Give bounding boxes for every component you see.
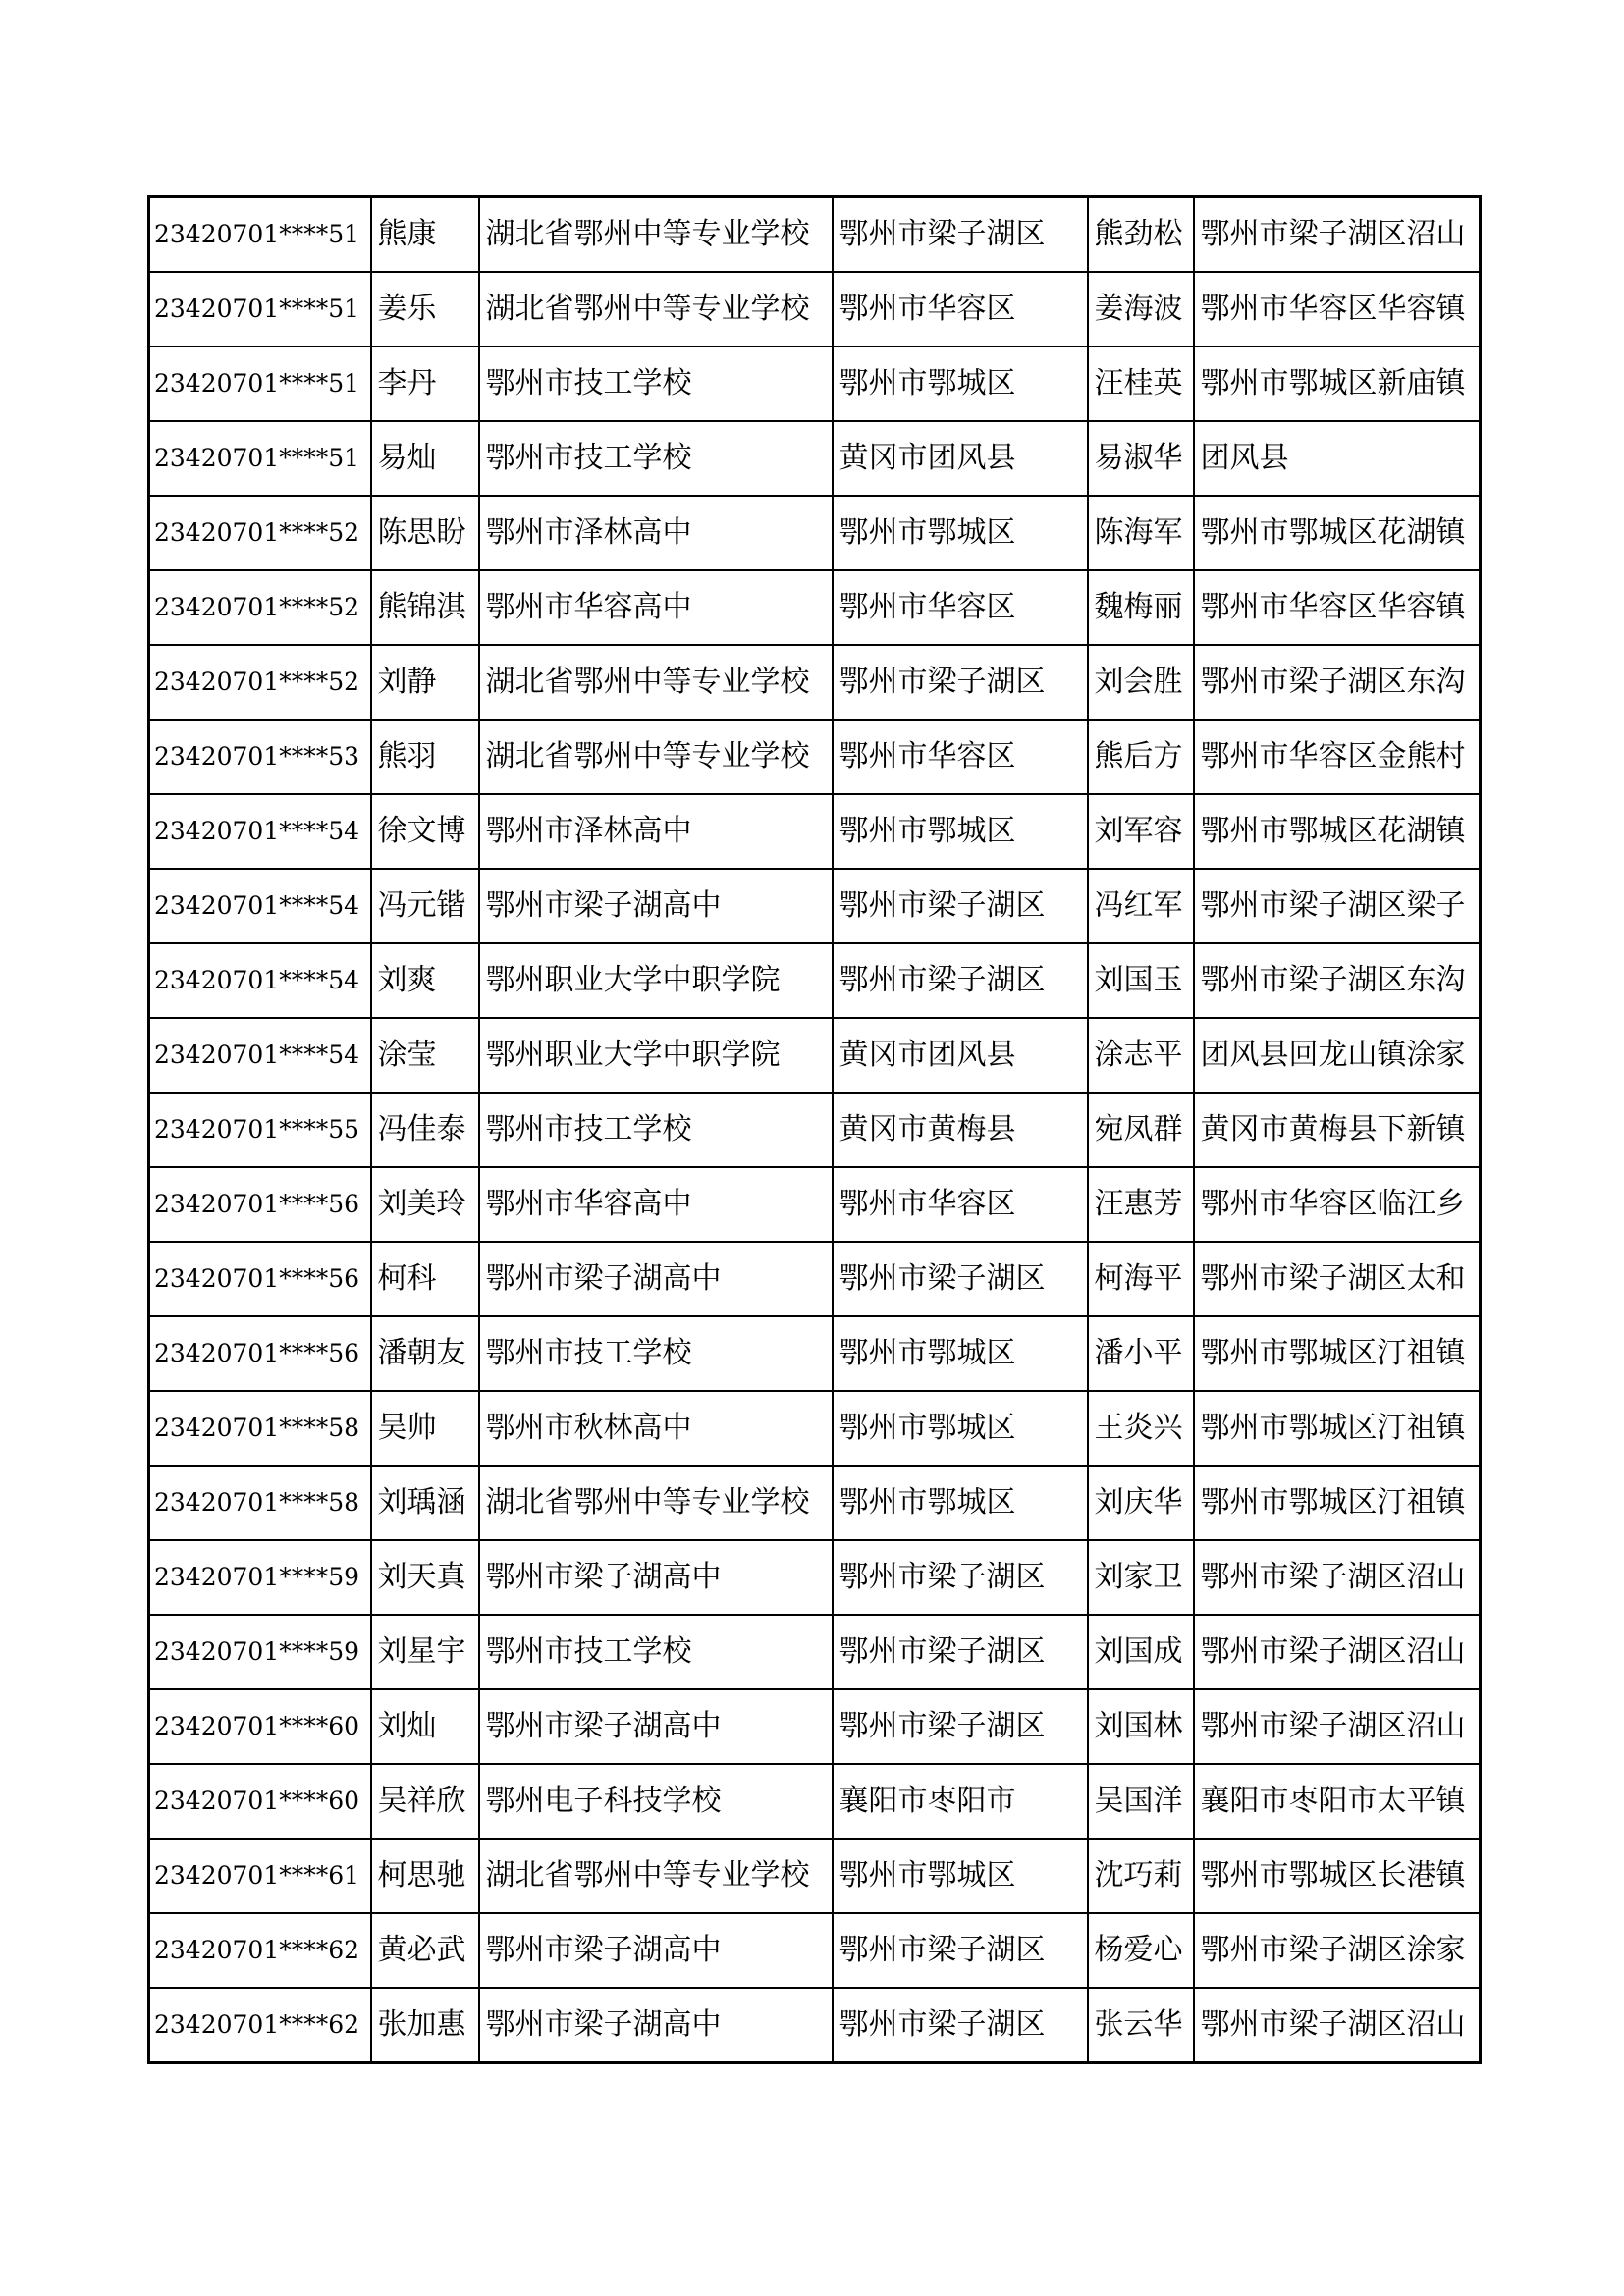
student-name-cell: 涂莹: [371, 1018, 479, 1093]
region-cell: 鄂州市华容区: [833, 720, 1088, 794]
region-cell: 鄂州市鄂城区: [833, 1839, 1088, 1913]
table-row: [149, 1242, 1481, 1316]
student-name-cell: 徐文博: [371, 794, 479, 869]
table-row: [149, 1988, 1481, 2063]
address-cell: 鄂州市鄂城区长港镇: [1194, 1839, 1481, 1913]
school-cell: 鄂州市技工学校: [479, 1316, 833, 1391]
school-cell: 鄂州市技工学校: [479, 347, 833, 421]
guardian-name-cell: 杨爱心: [1088, 1913, 1194, 1988]
table-row: [149, 1391, 1481, 1466]
guardian-name-cell: 柯海平: [1088, 1242, 1194, 1316]
region-cell: 鄂州市梁子湖区: [833, 1913, 1088, 1988]
student-name-cell: 黄必武: [371, 1913, 479, 1988]
school-cell: 鄂州市技工学校: [479, 1615, 833, 1689]
school-cell: 鄂州市泽林高中: [479, 496, 833, 570]
guardian-name-cell: 熊后方: [1088, 720, 1194, 794]
student-name-cell: 陈思盼: [371, 496, 479, 570]
region-cell: 鄂州市梁子湖区: [833, 1689, 1088, 1764]
school-cell: 鄂州市梁子湖高中: [479, 1689, 833, 1764]
guardian-name-cell: 潘小平: [1088, 1316, 1194, 1391]
guardian-name-cell: 王炎兴: [1088, 1391, 1194, 1466]
guardian-name-cell: 刘国成: [1088, 1615, 1194, 1689]
address-cell: 鄂州市鄂城区花湖镇: [1194, 496, 1481, 570]
guardian-name-cell: 刘家卫: [1088, 1540, 1194, 1615]
school-cell: 鄂州市技工学校: [479, 421, 833, 496]
address-cell: 鄂州市鄂城区新庙镇: [1194, 347, 1481, 421]
guardian-name-cell: 刘国玉: [1088, 943, 1194, 1018]
student-id-cell: 23420701****58: [149, 1391, 371, 1466]
region-cell: 鄂州市鄂城区: [833, 1466, 1088, 1540]
student-id-cell: 23420701****56: [149, 1242, 371, 1316]
student-name-cell: 潘朝友: [371, 1316, 479, 1391]
guardian-name-cell: 汪惠芳: [1088, 1167, 1194, 1242]
student-id-cell: 23420701****59: [149, 1615, 371, 1689]
guardian-name-cell: 陈海军: [1088, 496, 1194, 570]
student-id-cell: 23420701****53: [149, 720, 371, 794]
table-row: [149, 1913, 1481, 1988]
region-cell: 鄂州市鄂城区: [833, 347, 1088, 421]
student-id-cell: 23420701****52: [149, 496, 371, 570]
region-cell: 鄂州市鄂城区: [833, 1316, 1088, 1391]
student-name-cell: 刘美玲: [371, 1167, 479, 1242]
address-cell: 鄂州市梁子湖区梁子: [1194, 869, 1481, 943]
student-name-cell: 李丹: [371, 347, 479, 421]
student-id-cell: 23420701****62: [149, 1988, 371, 2063]
table-row: [149, 1764, 1481, 1839]
student-name-cell: 冯元锴: [371, 869, 479, 943]
table-row: [149, 496, 1481, 570]
school-cell: 鄂州市华容高中: [479, 1167, 833, 1242]
region-cell: 鄂州市梁子湖区: [833, 943, 1088, 1018]
table-row: [149, 421, 1481, 496]
table-row: [149, 943, 1481, 1018]
student-roster-table: [147, 195, 1482, 2064]
student-name-cell: 冯佳泰: [371, 1093, 479, 1167]
student-id-cell: 23420701****51: [149, 272, 371, 347]
student-name-cell: 熊羽: [371, 720, 479, 794]
student-id-cell: 23420701****56: [149, 1167, 371, 1242]
school-cell: 鄂州职业大学中职学院: [479, 1018, 833, 1093]
school-cell: 鄂州市秋林高中: [479, 1391, 833, 1466]
address-cell: 鄂州市梁子湖区沼山: [1194, 1615, 1481, 1689]
region-cell: 黄冈市团风县: [833, 1018, 1088, 1093]
student-name-cell: 吴帅: [371, 1391, 479, 1466]
region-cell: 鄂州市梁子湖区: [833, 645, 1088, 720]
address-cell: 鄂州市梁子湖区涂家: [1194, 1913, 1481, 1988]
student-id-cell: 23420701****60: [149, 1764, 371, 1839]
address-cell: 鄂州市鄂城区花湖镇: [1194, 794, 1481, 869]
address-cell: 鄂州市鄂城区汀祖镇: [1194, 1466, 1481, 1540]
school-cell: 鄂州市技工学校: [479, 1093, 833, 1167]
school-cell: 鄂州市梁子湖高中: [479, 869, 833, 943]
region-cell: 鄂州市梁子湖区: [833, 1615, 1088, 1689]
student-id-cell: 23420701****51: [149, 347, 371, 421]
table-row: [149, 1018, 1481, 1093]
student-name-cell: 刘爽: [371, 943, 479, 1018]
student-id-cell: 23420701****60: [149, 1689, 371, 1764]
address-cell: 鄂州市梁子湖区沼山: [1194, 1689, 1481, 1764]
guardian-name-cell: 汪桂英: [1088, 347, 1194, 421]
address-cell: 鄂州市华容区华容镇: [1194, 570, 1481, 645]
region-cell: 鄂州市梁子湖区: [833, 197, 1088, 273]
guardian-name-cell: 魏梅丽: [1088, 570, 1194, 645]
region-cell: 黄冈市团风县: [833, 421, 1088, 496]
student-name-cell: 熊锦淇: [371, 570, 479, 645]
table-row: [149, 570, 1481, 645]
school-cell: 湖北省鄂州中等专业学校: [479, 1839, 833, 1913]
school-cell: 鄂州市梁子湖高中: [479, 1242, 833, 1316]
student-id-cell: 23420701****62: [149, 1913, 371, 1988]
address-cell: 鄂州市华容区临江乡: [1194, 1167, 1481, 1242]
school-cell: 鄂州市泽林高中: [479, 794, 833, 869]
region-cell: 鄂州市鄂城区: [833, 496, 1088, 570]
student-id-cell: 23420701****55: [149, 1093, 371, 1167]
guardian-name-cell: 宛凤群: [1088, 1093, 1194, 1167]
address-cell: 团风县回龙山镇涂家: [1194, 1018, 1481, 1093]
table-row: [149, 1316, 1481, 1391]
region-cell: 鄂州市梁子湖区: [833, 1988, 1088, 2063]
student-name-cell: 刘天真: [371, 1540, 479, 1615]
table-row: [149, 794, 1481, 869]
school-cell: 鄂州市华容高中: [479, 570, 833, 645]
region-cell: 鄂州市华容区: [833, 1167, 1088, 1242]
address-cell: 鄂州市梁子湖区东沟: [1194, 943, 1481, 1018]
student-name-cell: 易灿: [371, 421, 479, 496]
table-row: [149, 1540, 1481, 1615]
student-id-cell: 23420701****56: [149, 1316, 371, 1391]
school-cell: 湖北省鄂州中等专业学校: [479, 197, 833, 273]
address-cell: 鄂州市鄂城区汀祖镇: [1194, 1391, 1481, 1466]
school-cell: 湖北省鄂州中等专业学校: [479, 1466, 833, 1540]
school-cell: 鄂州市梁子湖高中: [479, 1913, 833, 1988]
guardian-name-cell: 冯红军: [1088, 869, 1194, 943]
student-id-cell: 23420701****59: [149, 1540, 371, 1615]
student-id-cell: 23420701****54: [149, 943, 371, 1018]
student-id-cell: 23420701****54: [149, 1018, 371, 1093]
region-cell: 襄阳市枣阳市: [833, 1764, 1088, 1839]
student-id-cell: 23420701****58: [149, 1466, 371, 1540]
roster-table-body: [149, 197, 1481, 2063]
student-name-cell: 姜乐: [371, 272, 479, 347]
student-id-cell: 23420701****51: [149, 421, 371, 496]
table-row: [149, 1839, 1481, 1913]
region-cell: 鄂州市梁子湖区: [833, 1540, 1088, 1615]
region-cell: 鄂州市华容区: [833, 570, 1088, 645]
student-name-cell: 熊康: [371, 197, 479, 273]
region-cell: 鄂州市鄂城区: [833, 1391, 1088, 1466]
region-cell: 黄冈市黄梅县: [833, 1093, 1088, 1167]
student-name-cell: 柯思驰: [371, 1839, 479, 1913]
address-cell: 鄂州市梁子湖区太和: [1194, 1242, 1481, 1316]
student-id-cell: 23420701****61: [149, 1839, 371, 1913]
region-cell: 鄂州市梁子湖区: [833, 869, 1088, 943]
school-cell: 鄂州市梁子湖高中: [479, 1540, 833, 1615]
address-cell: 鄂州市梁子湖区沼山: [1194, 1540, 1481, 1615]
guardian-name-cell: 沈巧莉: [1088, 1839, 1194, 1913]
guardian-name-cell: 吴国洋: [1088, 1764, 1194, 1839]
address-cell: 鄂州市梁子湖区东沟: [1194, 645, 1481, 720]
student-id-cell: 23420701****54: [149, 869, 371, 943]
table-row: [149, 869, 1481, 943]
student-id-cell: 23420701****51: [149, 197, 371, 273]
guardian-name-cell: 张云华: [1088, 1988, 1194, 2063]
address-cell: 鄂州市梁子湖区沼山: [1194, 197, 1481, 273]
school-cell: 鄂州电子科技学校: [479, 1764, 833, 1839]
student-name-cell: 刘瑀涵: [371, 1466, 479, 1540]
region-cell: 鄂州市鄂城区: [833, 794, 1088, 869]
school-cell: 鄂州职业大学中职学院: [479, 943, 833, 1018]
guardian-name-cell: 熊劲松: [1088, 197, 1194, 273]
student-name-cell: 吴祥欣: [371, 1764, 479, 1839]
address-cell: 团风县: [1194, 421, 1481, 496]
student-name-cell: 刘静: [371, 645, 479, 720]
table-row: [149, 1093, 1481, 1167]
address-cell: 黄冈市黄梅县下新镇: [1194, 1093, 1481, 1167]
student-name-cell: 刘灿: [371, 1689, 479, 1764]
student-id-cell: 23420701****54: [149, 794, 371, 869]
address-cell: 鄂州市华容区华容镇: [1194, 272, 1481, 347]
region-cell: 鄂州市华容区: [833, 272, 1088, 347]
guardian-name-cell: 刘庆华: [1088, 1466, 1194, 1540]
student-name-cell: 张加惠: [371, 1988, 479, 2063]
table-row: [149, 1615, 1481, 1689]
table-row: [149, 272, 1481, 347]
student-name-cell: 柯科: [371, 1242, 479, 1316]
school-cell: 湖北省鄂州中等专业学校: [479, 272, 833, 347]
region-cell: 鄂州市梁子湖区: [833, 1242, 1088, 1316]
guardian-name-cell: 刘会胜: [1088, 645, 1194, 720]
address-cell: 襄阳市枣阳市太平镇: [1194, 1764, 1481, 1839]
guardian-name-cell: 姜海波: [1088, 272, 1194, 347]
student-id-cell: 23420701****52: [149, 570, 371, 645]
guardian-name-cell: 刘军容: [1088, 794, 1194, 869]
school-cell: 鄂州市梁子湖高中: [479, 1988, 833, 2063]
guardian-name-cell: 刘国林: [1088, 1689, 1194, 1764]
table-row: [149, 1689, 1481, 1764]
table-row: [149, 645, 1481, 720]
address-cell: 鄂州市华容区金熊村: [1194, 720, 1481, 794]
guardian-name-cell: 涂志平: [1088, 1018, 1194, 1093]
table-row: [149, 197, 1481, 273]
student-name-cell: 刘星宇: [371, 1615, 479, 1689]
guardian-name-cell: 易淑华: [1088, 421, 1194, 496]
student-id-cell: 23420701****52: [149, 645, 371, 720]
address-cell: 鄂州市鄂城区汀祖镇: [1194, 1316, 1481, 1391]
school-cell: 湖北省鄂州中等专业学校: [479, 645, 833, 720]
table-row: [149, 720, 1481, 794]
table-row: [149, 1466, 1481, 1540]
address-cell: 鄂州市梁子湖区沼山: [1194, 1988, 1481, 2063]
table-row: [149, 1167, 1481, 1242]
table-row: [149, 347, 1481, 421]
school-cell: 湖北省鄂州中等专业学校: [479, 720, 833, 794]
